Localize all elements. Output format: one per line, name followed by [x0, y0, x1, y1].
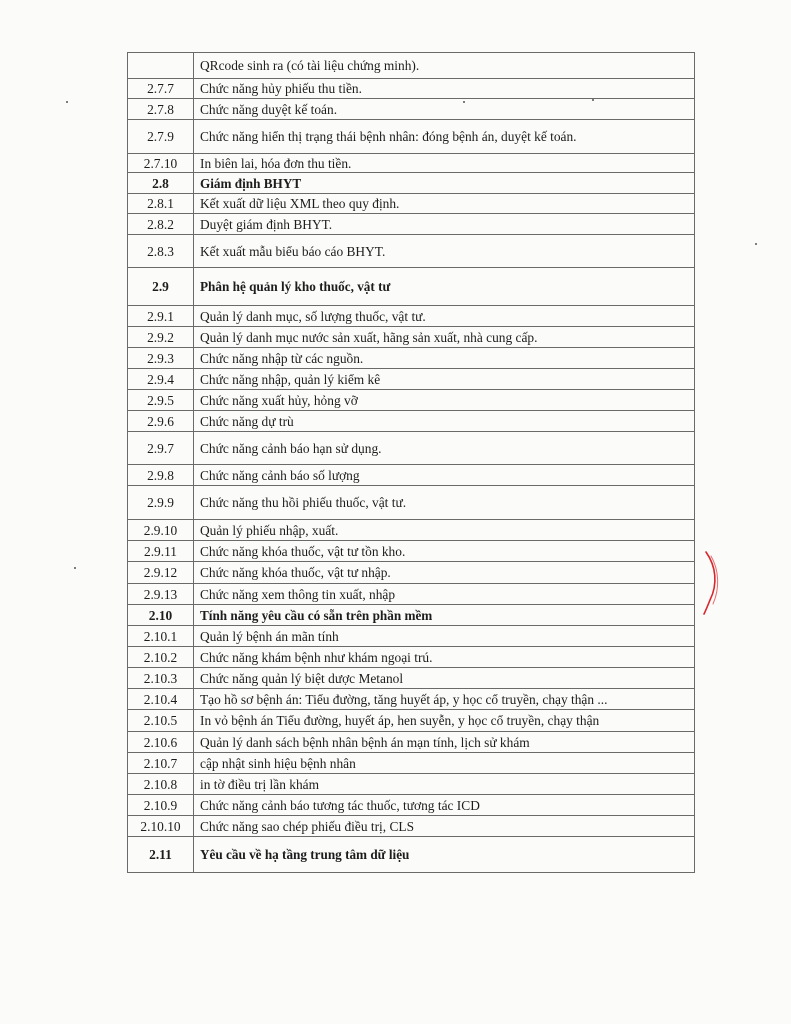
item-number: 2.9.8: [128, 465, 194, 486]
section-title: Giám định BHYT: [194, 173, 695, 194]
item-description: Quản lý bệnh án mãn tính: [194, 626, 695, 647]
item-description: Chức năng khóa thuốc, vật tư nhập.: [194, 562, 695, 584]
table-row: [128, 53, 695, 79]
item-number: 2.7.8: [128, 99, 194, 120]
scan-speck: [74, 567, 76, 569]
section-number: 2.9: [128, 268, 194, 306]
item-description: Chức năng khóa thuốc, vật tư tồn kho.: [194, 541, 695, 562]
item-description: In vỏ bệnh án Tiểu đường, huyết áp, hen suyễn, y học cổ truyền, chạy thận: [194, 710, 695, 732]
table-row: [128, 369, 695, 390]
item-description: Chức năng duyệt kế toán.: [194, 99, 695, 120]
table-row: [128, 432, 695, 465]
item-description: In biên lai, hóa đơn thu tiền.: [194, 154, 695, 173]
item-description: Chức năng thu hồi phiếu thuốc, vật tư.: [194, 486, 695, 520]
section-number: 2.11: [128, 837, 194, 873]
item-number: 2.10.2: [128, 647, 194, 668]
table-row: [128, 465, 695, 486]
table-row: [128, 268, 695, 306]
item-number: 2.10.3: [128, 668, 194, 689]
table-row: [128, 154, 695, 173]
table-row: [128, 668, 695, 689]
item-description: QRcode sinh ra (có tài liệu chứng minh).: [194, 53, 695, 79]
item-description: Chức năng nhập, quản lý kiểm kê: [194, 369, 695, 390]
item-description: Chức năng cảnh báo hạn sử dụng.: [194, 432, 695, 465]
table-row: [128, 348, 695, 369]
item-number: 2.10.7: [128, 753, 194, 774]
item-number: 2.10.8: [128, 774, 194, 795]
item-number: 2.8.1: [128, 194, 194, 214]
item-description: Quản lý danh mục, số lượng thuốc, vật tư.: [194, 306, 695, 327]
table-row: [128, 486, 695, 520]
table-row: [128, 235, 695, 268]
table-row: [128, 710, 695, 732]
item-description: Quản lý danh mục nước sản xuất, hãng sản xuất, nhà cung cấp.: [194, 327, 695, 348]
table-row: [128, 173, 695, 194]
table-row: [128, 99, 695, 120]
table-row: [128, 626, 695, 647]
item-number: 2.9.3: [128, 348, 194, 369]
item-description: Chức năng dự trù: [194, 411, 695, 432]
item-description: Chức năng cảnh báo tương tác thuốc, tương tác ICD: [194, 795, 695, 816]
item-description: Kết xuất mẫu biểu báo cáo BHYT.: [194, 235, 695, 268]
item-number: 2.9.4: [128, 369, 194, 390]
table-row: [128, 194, 695, 214]
item-number: 2.9.2: [128, 327, 194, 348]
scan-speck: [755, 243, 757, 245]
item-description: Quản lý danh sách bệnh nhân bệnh án mạn tính, lịch sử khám: [194, 732, 695, 753]
item-description: cập nhật sinh hiệu bệnh nhân: [194, 753, 695, 774]
item-number: 2.10.1: [128, 626, 194, 647]
item-number: 2.7.9: [128, 120, 194, 154]
item-number: 2.10.4: [128, 689, 194, 710]
table-row: [128, 584, 695, 605]
requirements-table: [127, 52, 695, 873]
item-number: 2.9.13: [128, 584, 194, 605]
item-description: Chức năng quản lý biệt dược Metanol: [194, 668, 695, 689]
item-number: 2.8.3: [128, 235, 194, 268]
item-number: 2.10.6: [128, 732, 194, 753]
item-number: 2.10.10: [128, 816, 194, 837]
table-row: [128, 79, 695, 99]
item-number: 2.8.2: [128, 214, 194, 235]
scan-speck: [66, 101, 68, 103]
scan-speck: [592, 99, 594, 101]
table-row: [128, 732, 695, 753]
table-row: [128, 795, 695, 816]
red-pen-mark: [700, 548, 726, 618]
section-title: Yêu cầu về hạ tầng trung tâm dữ liệu: [194, 837, 695, 873]
item-number: 2.9.10: [128, 520, 194, 541]
table-row: [128, 541, 695, 562]
table-row: [128, 306, 695, 327]
item-description: Quản lý phiếu nhập, xuất.: [194, 520, 695, 541]
table-row: [128, 837, 695, 873]
section-title: Tính năng yêu cầu có sẵn trên phần mềm: [194, 605, 695, 626]
table-row: [128, 411, 695, 432]
item-description: Tạo hồ sơ bệnh án: Tiểu đường, tăng huyết áp, y học cổ truyền, chạy thận ...: [194, 689, 695, 710]
section-number: 2.8: [128, 173, 194, 194]
item-description: Chức năng hủy phiếu thu tiền.: [194, 79, 695, 99]
table-row: [128, 214, 695, 235]
table-row: [128, 774, 695, 795]
section-number: 2.10: [128, 605, 194, 626]
item-description: Chức năng hiển thị trạng thái bệnh nhân: đóng bệnh án, duyệt kế toán.: [194, 120, 695, 154]
item-number: 2.10.9: [128, 795, 194, 816]
table-row: [128, 647, 695, 668]
requirements-table-body: [128, 53, 695, 873]
item-number: 2.9.11: [128, 541, 194, 562]
item-description: Duyệt giám định BHYT.: [194, 214, 695, 235]
item-number: 2.9.12: [128, 562, 194, 584]
item-description: Chức năng khám bệnh như khám ngoại trú.: [194, 647, 695, 668]
table-row: [128, 753, 695, 774]
item-description: in tờ điều trị lần khám: [194, 774, 695, 795]
table-row: [128, 689, 695, 710]
section-title: Phân hệ quản lý kho thuốc, vật tư: [194, 268, 695, 306]
item-number: 2.9.7: [128, 432, 194, 465]
table-row: [128, 816, 695, 837]
table-row: [128, 605, 695, 626]
table-row: [128, 520, 695, 541]
table-row: [128, 562, 695, 584]
item-description: Chức năng xuất hủy, hỏng vỡ: [194, 390, 695, 411]
item-description: Chức năng sao chép phiếu điều trị, CLS: [194, 816, 695, 837]
item-description: Chức năng xem thông tin xuất, nhập: [194, 584, 695, 605]
table-row: [128, 327, 695, 348]
item-description: Kết xuất dữ liệu XML theo quy định.: [194, 194, 695, 214]
item-number: 2.10.5: [128, 710, 194, 732]
item-number: 2.7.10: [128, 154, 194, 173]
item-description: Chức năng nhập từ các nguồn.: [194, 348, 695, 369]
item-number: 2.9.9: [128, 486, 194, 520]
item-description: Chức năng cảnh báo số lượng: [194, 465, 695, 486]
item-number: [128, 53, 194, 79]
item-number: 2.9.5: [128, 390, 194, 411]
scan-speck: [463, 101, 465, 103]
item-number: 2.9.6: [128, 411, 194, 432]
table-row: [128, 120, 695, 154]
item-number: 2.7.7: [128, 79, 194, 99]
item-number: 2.9.1: [128, 306, 194, 327]
table-row: [128, 390, 695, 411]
